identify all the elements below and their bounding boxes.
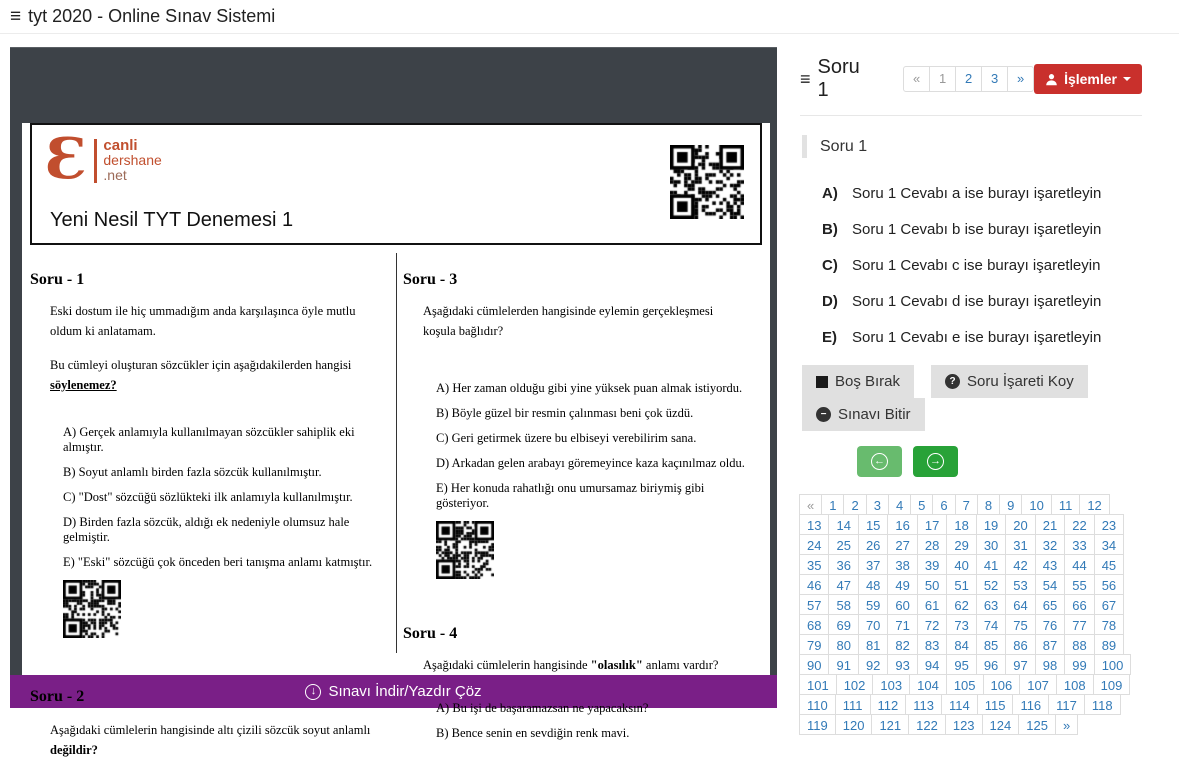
grid-question-25[interactable]: 25 [828, 534, 858, 555]
grid-question-77[interactable]: 77 [1064, 614, 1094, 635]
grid-question-10[interactable]: 10 [1021, 494, 1051, 515]
grid-question-107[interactable]: 107 [1019, 674, 1057, 695]
grid-question-114[interactable]: 114 [941, 694, 978, 715]
paper-option: B) Soyut anlamlı birden fazla sözcük kullanılmıştır. [63, 465, 322, 479]
grid-next[interactable]: » [1055, 714, 1078, 735]
logo-text-mid: dershane [103, 152, 162, 168]
pager-prev[interactable]: « [903, 66, 930, 92]
grid-question-75[interactable]: 75 [1005, 614, 1035, 635]
minus-circle-icon: − [816, 407, 831, 422]
grid-question-39[interactable]: 39 [917, 554, 947, 575]
grid-question-43[interactable]: 43 [1035, 554, 1065, 575]
download-icon: ↓ [305, 684, 321, 700]
grid-question-27[interactable]: 27 [887, 534, 917, 555]
grid-question-123[interactable]: 123 [945, 714, 983, 735]
grid-question-22[interactable]: 22 [1064, 514, 1094, 535]
grid-question-2[interactable]: 2 [843, 494, 866, 515]
grid-question-83[interactable]: 83 [917, 634, 947, 655]
grid-question-100[interactable]: 100 [1094, 654, 1132, 675]
question-grid [800, 495, 1136, 735]
grid-question-119[interactable]: 119 [799, 714, 836, 735]
exam-header-box [30, 123, 762, 245]
logo-divider [94, 139, 97, 183]
grid-question-67[interactable]: 67 [1094, 594, 1124, 615]
question-stem: Aşağıdaki cümlelerin hangisinde altı çizili sözcük soyut anlamlı değildir? [50, 723, 371, 757]
grid-question-28[interactable]: 28 [917, 534, 947, 555]
grid-question-111[interactable]: 111 [835, 694, 871, 715]
logo-text-top: canli [103, 137, 138, 154]
grid-question-70[interactable]: 70 [858, 614, 888, 635]
soru-isareti-koy-button[interactable]: ? Soru İşareti Koy [931, 365, 1088, 398]
question-stem: Bu cümleyi oluşturan sözcükler için aşağıdakilerden hangisi söylenemez? [50, 358, 352, 392]
grid-question-11[interactable]: 11 [1051, 494, 1081, 515]
grid-question-88[interactable]: 88 [1064, 634, 1094, 655]
grid-question-20[interactable]: 20 [1005, 514, 1035, 535]
grid-question-118[interactable]: 118 [1084, 694, 1121, 715]
grid-question-104[interactable]: 104 [909, 674, 947, 695]
app-title: tyt 2020 - Online Sınav Sistemi [28, 6, 276, 26]
grid-prev[interactable]: « [799, 494, 822, 515]
logo-text-bottom: .net [103, 167, 127, 183]
paper-option: C) "Dost" sözcüğü sözlükteki ilk anlamıyla kullanılmıştır. [63, 490, 353, 504]
grid-question-53[interactable]: 53 [1005, 574, 1035, 595]
grid-question-7[interactable]: 7 [955, 494, 978, 515]
pager-page-3[interactable]: 3 [981, 66, 1008, 92]
question-number: Soru - 1 [30, 271, 85, 288]
grid-question-1[interactable]: 1 [821, 494, 844, 515]
question-label: Soru 1 [802, 135, 1142, 158]
grid-question-46[interactable]: 46 [799, 574, 829, 595]
user-icon [1045, 73, 1058, 86]
grid-question-47[interactable]: 47 [828, 574, 858, 595]
paper-option: E) Her konuda rahatlığı onu umursamaz biriymiş gibi gösteriyor. [436, 481, 705, 510]
grid-question-44[interactable]: 44 [1064, 554, 1094, 575]
grid-question-30[interactable]: 30 [976, 534, 1006, 555]
paper-option: A) Her zaman olduğu gibi yine yüksek puan almak istiyordu. [436, 381, 743, 395]
grid-question-31[interactable]: 31 [1005, 534, 1035, 555]
grid-question-93[interactable]: 93 [887, 654, 917, 675]
grid-question-42[interactable]: 42 [1005, 554, 1035, 575]
page-pagination [903, 66, 1034, 92]
grid-question-59[interactable]: 59 [858, 594, 888, 615]
grid-question-74[interactable]: 74 [976, 614, 1006, 635]
grid-question-97[interactable]: 97 [1005, 654, 1035, 675]
grid-question-85[interactable]: 85 [976, 634, 1006, 655]
grid-question-103[interactable]: 103 [872, 674, 910, 695]
grid-question-94[interactable]: 94 [917, 654, 947, 675]
grid-question-89[interactable]: 89 [1094, 634, 1124, 655]
sinavi-bitir-button[interactable]: − Sınavı Bitir [802, 398, 925, 431]
square-icon [816, 376, 828, 388]
paper-option: E) "Eski" sözcüğü çok önceden beri tanışma anlamı katmıştır. [63, 555, 373, 569]
grid-question-86[interactable]: 86 [1005, 634, 1035, 655]
grid-question-102[interactable]: 102 [836, 674, 874, 695]
grid-question-68[interactable]: 68 [799, 614, 829, 635]
grid-question-54[interactable]: 54 [1035, 574, 1065, 595]
canli-dershane-logo [44, 126, 746, 195]
grid-question-81[interactable]: 81 [858, 634, 888, 655]
grid-question-105[interactable]: 105 [946, 674, 984, 695]
pager-page-1[interactable]: 1 [929, 66, 956, 92]
grid-question-61[interactable]: 61 [917, 594, 947, 615]
grid-question-116[interactable]: 116 [1012, 694, 1049, 715]
paper-option: B) Böyle güzel bir resmin çalınması beni çok üzdü. [436, 406, 694, 420]
question-block-4 [403, 625, 760, 741]
grid-question-110[interactable]: 110 [799, 694, 836, 715]
bos-birak-button[interactable]: Boş Bırak [802, 365, 914, 398]
paper-option: A) Bu işi de başaramazsan ne yapacaksın? [436, 701, 649, 715]
question-block-3 [403, 271, 760, 579]
question-number: Soru - 3 [403, 271, 458, 288]
grid-question-63[interactable]: 63 [976, 594, 1006, 615]
grid-question-37[interactable]: 37 [858, 554, 888, 575]
exam-title: Yeni Nesil TYT Denemesi 1 [50, 209, 294, 231]
grid-question-95[interactable]: 95 [946, 654, 976, 675]
arrow-left-circle-icon: ← [871, 453, 888, 470]
grid-question-17[interactable]: 17 [917, 514, 947, 535]
grid-question-87[interactable]: 87 [1035, 634, 1065, 655]
question-block-2 [30, 688, 386, 760]
top-navbar [0, 0, 1179, 34]
grid-question-52[interactable]: 52 [976, 574, 1006, 595]
paper-option: B) Bence senin en sevdiğin renk mavi. [436, 726, 630, 740]
arrow-right-circle-icon: → [927, 453, 944, 470]
grid-question-41[interactable]: 41 [976, 554, 1006, 575]
grid-question-34[interactable]: 34 [1094, 534, 1124, 555]
grid-question-32[interactable]: 32 [1035, 534, 1065, 555]
question-paragraph: Eski dostum ile hiç ummadığım anda karşılaşınca öyle mutlu oldum ki anlatamam. [50, 304, 356, 338]
grid-question-14[interactable]: 14 [828, 514, 858, 535]
grid-question-71[interactable]: 71 [887, 614, 917, 635]
divider [800, 115, 1142, 116]
grid-question-125[interactable]: 125 [1018, 714, 1056, 735]
label-accent-bar [802, 135, 807, 158]
grid-question-23[interactable]: 23 [1094, 514, 1124, 535]
grid-question-13[interactable]: 13 [799, 514, 829, 535]
answer-option-b[interactable]: B) Soru 1 Cevabı b ise burayı işaretleyin [822, 221, 1102, 238]
answer-option-d[interactable]: D) Soru 1 Cevabı d ise burayı işaretleyin [822, 293, 1102, 310]
grid-question-73[interactable]: 73 [946, 614, 976, 635]
qr-code [436, 521, 494, 579]
chevron-down-icon [1123, 77, 1131, 81]
pager-page-2[interactable]: 2 [955, 66, 982, 92]
panel-title: Soru 1 [817, 56, 860, 101]
grid-question-99[interactable]: 99 [1064, 654, 1094, 675]
qr-code [670, 145, 744, 219]
grid-question-21[interactable]: 21 [1035, 514, 1065, 535]
grid-question-49[interactable]: 49 [887, 574, 917, 595]
grid-question-29[interactable]: 29 [946, 534, 976, 555]
answer-option-a[interactable]: A) Soru 1 Cevabı a ise burayı işaretleyin [822, 185, 1102, 202]
grid-question-122[interactable]: 122 [908, 714, 946, 735]
grid-question-106[interactable]: 106 [983, 674, 1021, 695]
grid-question-9[interactable]: 9 [999, 494, 1022, 515]
paper-option: D) Birden fazla sözcük, aldığı ek nedeniyle olumsuz hale gelmiştir. [63, 515, 350, 544]
grid-question-76[interactable]: 76 [1035, 614, 1065, 635]
paper-option: A) Gerçek anlamıyla kullanılmayan sözcükler sahiplik eki almıştır. [63, 425, 355, 454]
paper-option: C) Geri getirmek üzere bu elbiseyi verebilirim sana. [436, 431, 697, 445]
grid-question-113[interactable]: 113 [905, 694, 942, 715]
grid-question-101[interactable]: 101 [799, 674, 837, 695]
grid-question-82[interactable]: 82 [887, 634, 917, 655]
grid-question-66[interactable]: 66 [1064, 594, 1094, 615]
next-question-button[interactable] [913, 446, 958, 477]
grid-question-57[interactable]: 57 [799, 594, 829, 615]
grid-question-117[interactable]: 117 [1048, 694, 1085, 715]
grid-question-124[interactable]: 124 [982, 714, 1020, 735]
grid-question-40[interactable]: 40 [946, 554, 976, 575]
grid-question-5[interactable]: 5 [910, 494, 933, 515]
answer-option-e[interactable]: E) Soru 1 Cevabı e ise burayı işaretleyin [822, 329, 1102, 346]
grid-question-51[interactable]: 51 [946, 574, 976, 595]
grid-question-90[interactable]: 90 [799, 654, 829, 675]
grid-question-15[interactable]: 15 [858, 514, 888, 535]
question-circle-icon: ? [945, 374, 960, 389]
question-number: Soru - 4 [403, 625, 458, 642]
grid-question-8[interactable]: 8 [977, 494, 1000, 515]
question-stem: Aşağıdaki cümlelerden hangisinde eylemin gerçekleşmesi koşula bağlıdır? [423, 304, 714, 338]
grid-question-108[interactable]: 108 [1056, 674, 1094, 695]
grid-question-55[interactable]: 55 [1064, 574, 1094, 595]
question-number: Soru - 2 [30, 688, 85, 705]
grid-question-115[interactable]: 115 [977, 694, 1014, 715]
download-print-solve-button[interactable]: ↓ Sınavı İndir/Yazdır Çöz [10, 675, 777, 708]
grid-question-80[interactable]: 80 [828, 634, 858, 655]
grid-question-19[interactable]: 19 [976, 514, 1006, 535]
grid-question-72[interactable]: 72 [917, 614, 947, 635]
grid-question-26[interactable]: 26 [858, 534, 888, 555]
grid-question-109[interactable]: 109 [1093, 674, 1131, 695]
answer-options [822, 185, 1142, 346]
panel-menu-icon[interactable]: ≡ [800, 68, 811, 89]
previous-question-button[interactable] [857, 446, 902, 477]
question-block-1 [30, 271, 386, 638]
grid-question-36[interactable]: 36 [828, 554, 858, 575]
grid-question-56[interactable]: 56 [1094, 574, 1124, 595]
grid-question-96[interactable]: 96 [976, 654, 1006, 675]
grid-question-112[interactable]: 112 [870, 694, 907, 715]
grid-question-92[interactable]: 92 [858, 654, 888, 675]
grid-question-12[interactable]: 12 [1079, 494, 1109, 515]
grid-question-120[interactable]: 120 [835, 714, 873, 735]
grid-question-78[interactable]: 78 [1094, 614, 1124, 635]
answer-option-c[interactable]: C) Soru 1 Cevabı c ise burayı işaretleyin [822, 257, 1101, 274]
grid-question-64[interactable]: 64 [1005, 594, 1035, 615]
logo-epsilon-mark: Ɛ [44, 126, 88, 192]
grid-question-84[interactable]: 84 [946, 634, 976, 655]
grid-question-6[interactable]: 6 [932, 494, 955, 515]
grid-question-60[interactable]: 60 [887, 594, 917, 615]
paper-option: D) Arkadan gelen arabayı göremeyince kaza kaçınılmaz oldu. [436, 456, 745, 470]
grid-question-48[interactable]: 48 [858, 574, 888, 595]
grid-question-3[interactable]: 3 [866, 494, 889, 515]
grid-question-38[interactable]: 38 [887, 554, 917, 575]
grid-question-45[interactable]: 45 [1094, 554, 1124, 575]
grid-question-91[interactable]: 91 [828, 654, 858, 675]
grid-question-4[interactable]: 4 [888, 494, 911, 515]
grid-question-58[interactable]: 58 [828, 594, 858, 615]
grid-question-16[interactable]: 16 [887, 514, 917, 535]
grid-question-50[interactable]: 50 [917, 574, 947, 595]
question-stem: Aşağıdaki cümlelerin hangisinde "olasılık" anlamı vardır? [423, 658, 719, 672]
menu-icon[interactable]: ≡ [10, 5, 22, 27]
grid-question-69[interactable]: 69 [828, 614, 858, 635]
islemler-dropdown-button[interactable]: İşlemler [1034, 64, 1142, 94]
pager-next[interactable]: » [1007, 66, 1034, 92]
grid-question-121[interactable]: 121 [871, 714, 909, 735]
exam-viewer [10, 47, 777, 757]
qr-code [63, 580, 121, 638]
grid-question-62[interactable]: 62 [946, 594, 976, 615]
grid-question-65[interactable]: 65 [1035, 594, 1065, 615]
grid-question-98[interactable]: 98 [1035, 654, 1065, 675]
question-panel [777, 47, 1169, 735]
grid-question-24[interactable]: 24 [799, 534, 829, 555]
grid-question-18[interactable]: 18 [946, 514, 976, 535]
grid-question-79[interactable]: 79 [799, 634, 829, 655]
grid-question-35[interactable]: 35 [799, 554, 829, 575]
grid-question-33[interactable]: 33 [1064, 534, 1094, 555]
